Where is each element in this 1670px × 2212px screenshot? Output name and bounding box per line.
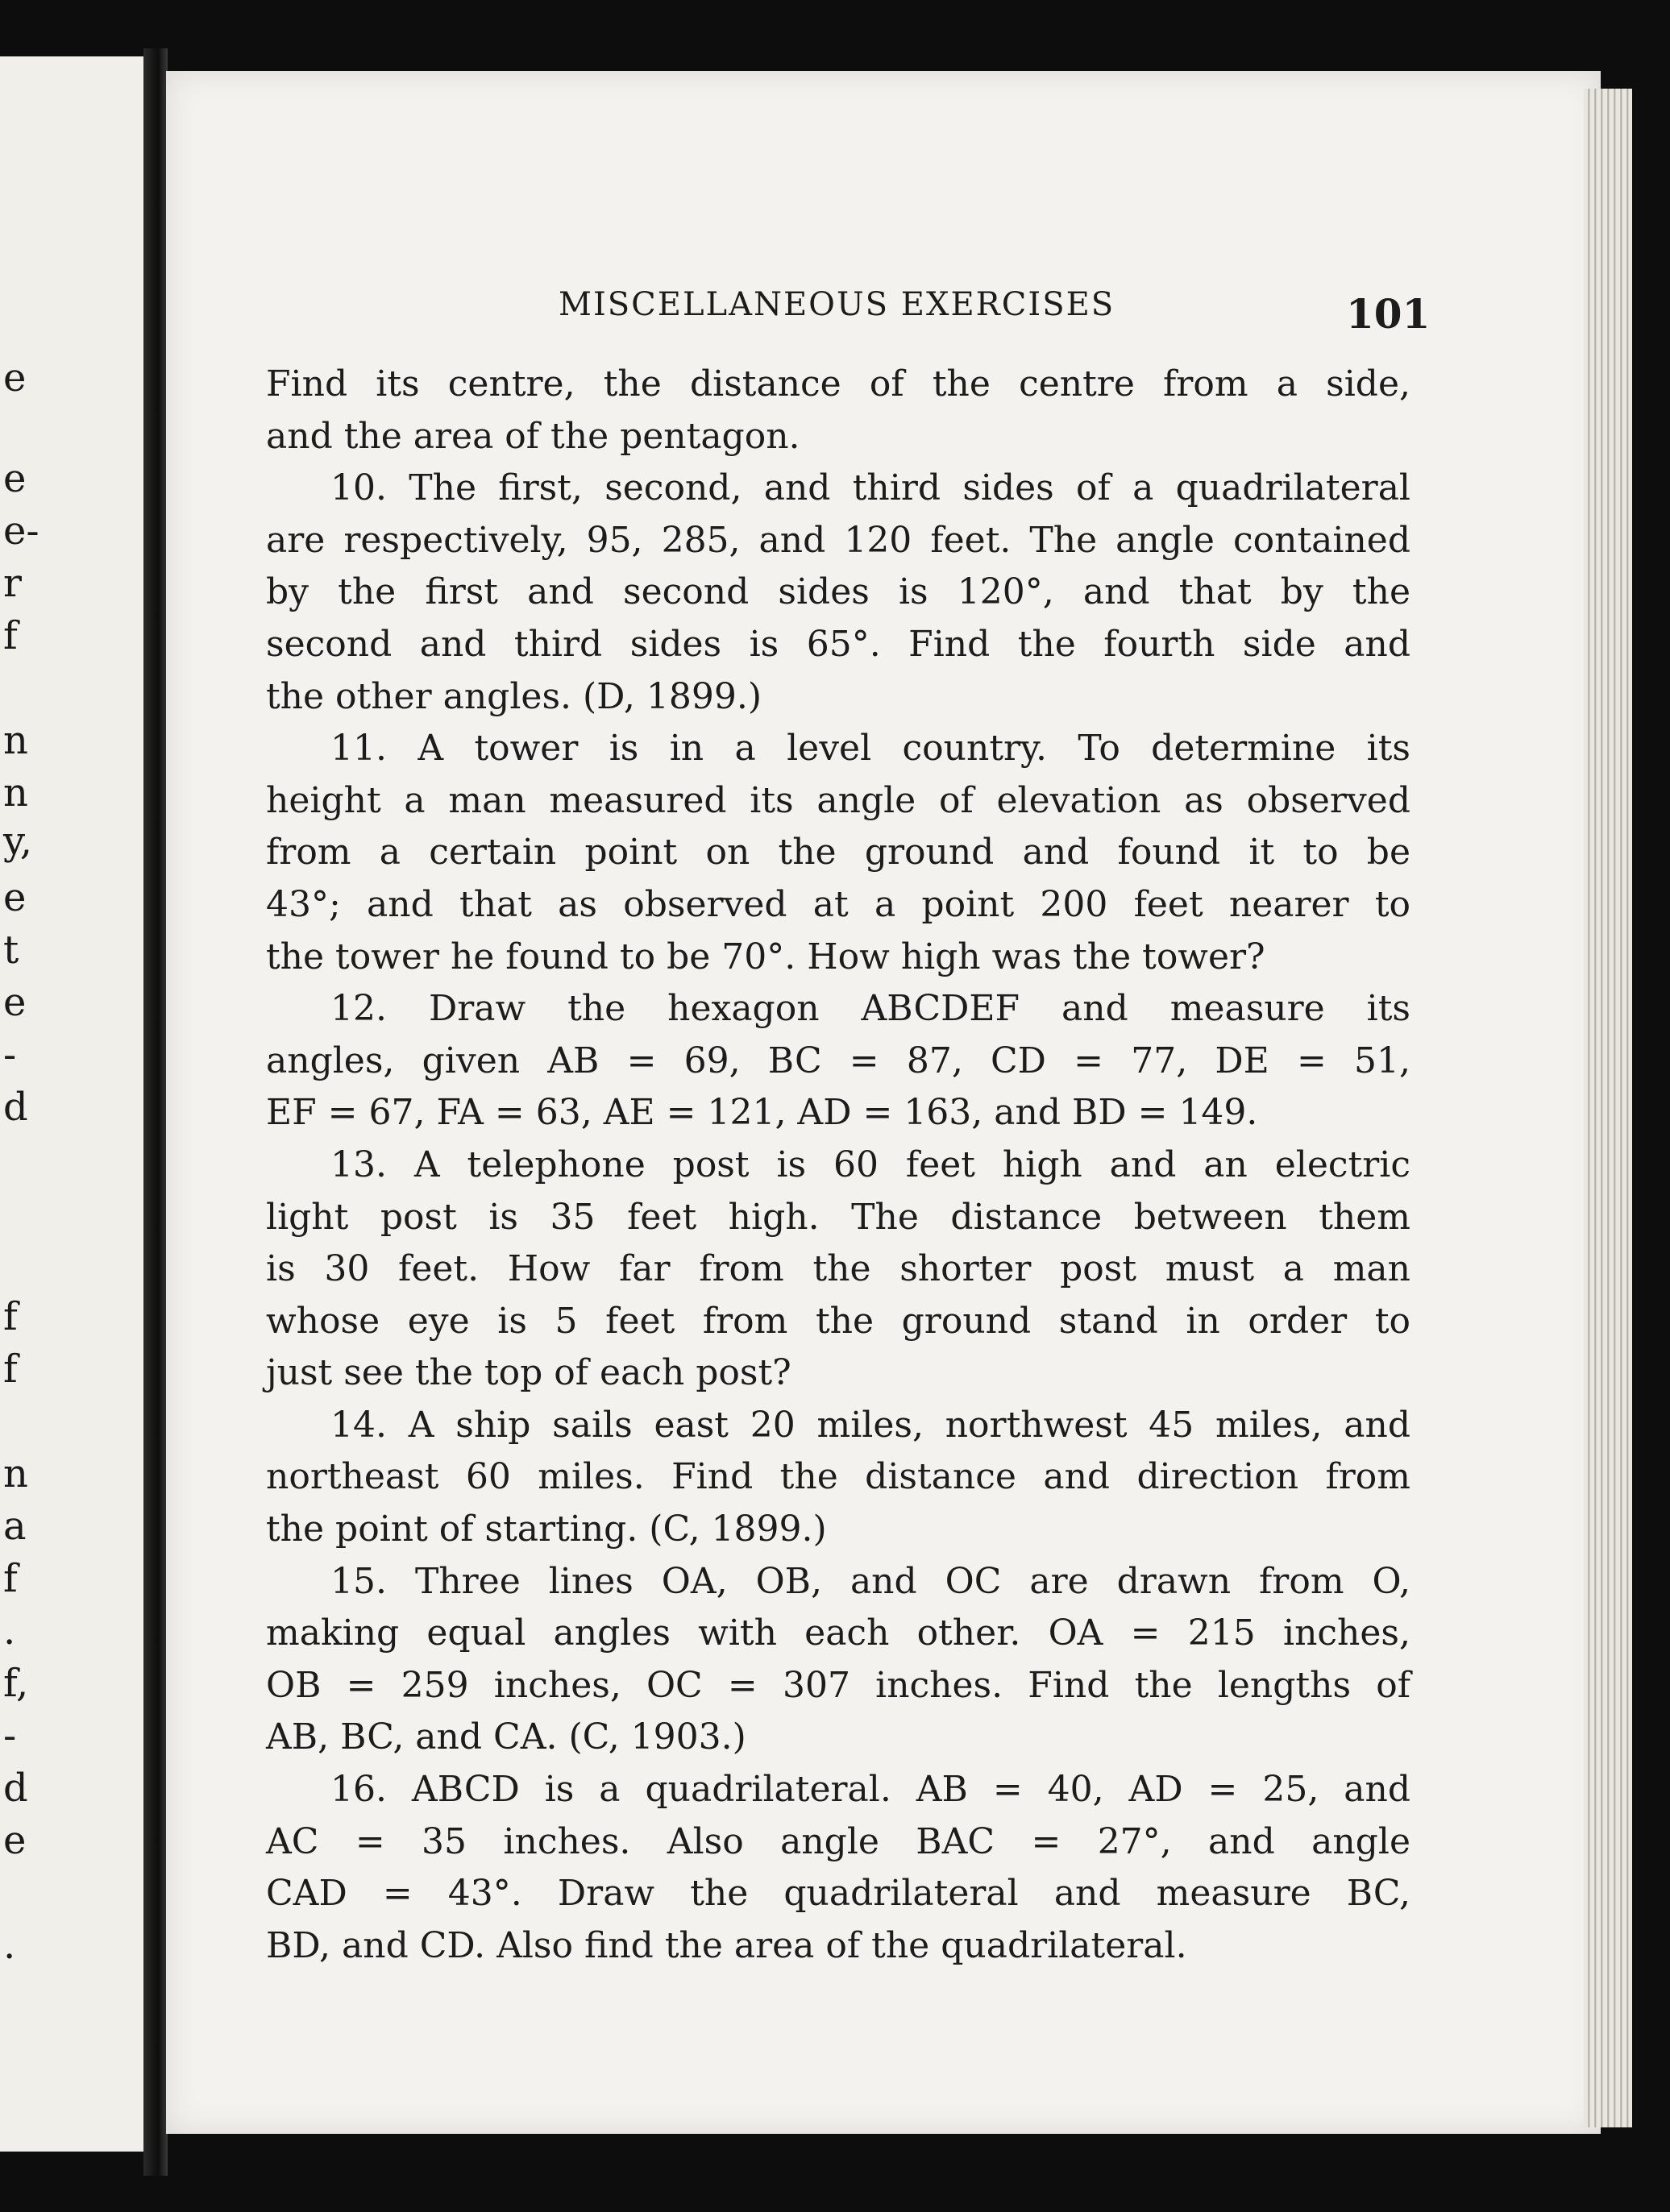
page-edges [1584,89,1632,2127]
text-line: are respectively, 95, 285, and 120 feet. The angle contained [266,519,1410,561]
text-line: 12. Draw the hexagon ABCDEF and measure its [330,988,1410,1030]
left-page-text-fragment: e [3,456,27,501]
left-page-text-fragment: n [3,1451,28,1496]
text-line: AB, BC, and CA. (C, 1903.) [266,1716,746,1758]
text-line: just see the top of each post? [266,1352,791,1394]
running-head: MISCELLANEOUS EXERCISES [559,286,1115,323]
text-line: northeast 60 miles. Find the distance and direction from [266,1456,1410,1498]
text-line: AC = 35 inches. Also angle BAC = 27°, and angle [266,1820,1410,1862]
left-page-text-fragment: - [3,1713,17,1758]
text-line: 13. A telephone post is 60 feet high and an electric [330,1143,1410,1185]
text-line: 11. A tower is in a level country. To determine its [330,728,1410,770]
left-page-text-fragment: t [3,928,19,973]
text-line: height a man measured its angle of elevation as observed [266,779,1410,821]
exercise-text-block [266,359,1410,1972]
left-page-text-fragment: f [3,1294,18,1339]
left-facing-page [0,56,147,2152]
left-page-text-fragment: e [3,875,27,920]
left-page-text-fragment: a [3,1504,27,1549]
left-page-text-fragment: f [3,1556,18,1601]
left-page-text-fragment: n [3,718,28,763]
text-line: the point of starting. (C, 1899.) [266,1509,827,1550]
text-line: EF = 67, FA = 63, AE = 121, AD = 163, and BD = 149. [266,1092,1258,1134]
left-page-text-fragment: e [3,980,27,1025]
left-page-text-fragment: . [3,1608,16,1654]
text-line: 14. A ship sails east 20 miles, northwest 45 miles, and [330,1404,1410,1446]
left-page-text-fragment: n [3,770,28,815]
text-line: BD, and CD. Also find the area of the quadrilateral. [266,1924,1187,1966]
text-line: the other angles. (D, 1899.) [266,675,762,717]
left-page-text-fragment: f, [3,1661,29,1706]
left-page-text-fragment: d [3,1766,28,1811]
text-line: whose eye is 5 feet from the ground stand in order to [266,1300,1410,1342]
left-page-text-fragment: f [3,613,18,658]
text-line: from a certain point on the ground and found it to be [266,832,1410,874]
left-page-text-fragment: - [3,1032,17,1077]
book-gutter [143,48,168,2176]
text-line: 43°; and that as observed at a point 200 feet nearer to [266,883,1410,925]
text-line: and the area of the pentagon. [266,415,800,457]
left-page-text-fragment: d [3,1085,28,1130]
text-line: CAD = 43°. Draw the quadrilateral and measure BC, [266,1873,1410,1915]
text-line: 16. ABCD is a quadrilateral. AB = 40, AD = 25, and [330,1769,1410,1811]
text-line: second and third sides is 65°. Find the fourth side and [266,623,1410,665]
text-line: by the first and second sides is 120°, and that by the [266,571,1410,613]
left-page-text-fragment: e [3,355,27,400]
text-line: light post is 35 feet high. The distance between them [266,1196,1410,1238]
left-page-text-fragment: f [3,1347,18,1392]
left-page-text-fragment: e [3,1818,27,1863]
page-number: 101 [1346,290,1431,338]
text-line: OB = 259 inches, OC = 307 inches. Find the lengths of [266,1664,1410,1706]
text-line: making equal angles with each other. OA = 215 inches, [266,1612,1410,1654]
text-line: is 30 feet. How far from the shorter post must a man [266,1248,1410,1290]
text-line: 15. Three lines OA, OB, and OC are drawn from O, [330,1560,1410,1602]
text-line: Find its centre, the distance of the centre from a side, [266,363,1410,405]
left-page-text-fragment: y, [3,819,32,864]
text-line: angles, given AB = 69, BC = 87, CD = 77, DE = 51, [266,1040,1410,1081]
left-page-text-fragment: r [3,561,22,606]
left-page-text-fragment: . [3,1923,16,1968]
text-line: the tower he found to be 70°. How high was the tower? [266,936,1265,977]
text-line: 10. The first, second, and third sides of a quadrilateral [330,467,1410,509]
left-page-text-fragment: e- [3,508,39,554]
